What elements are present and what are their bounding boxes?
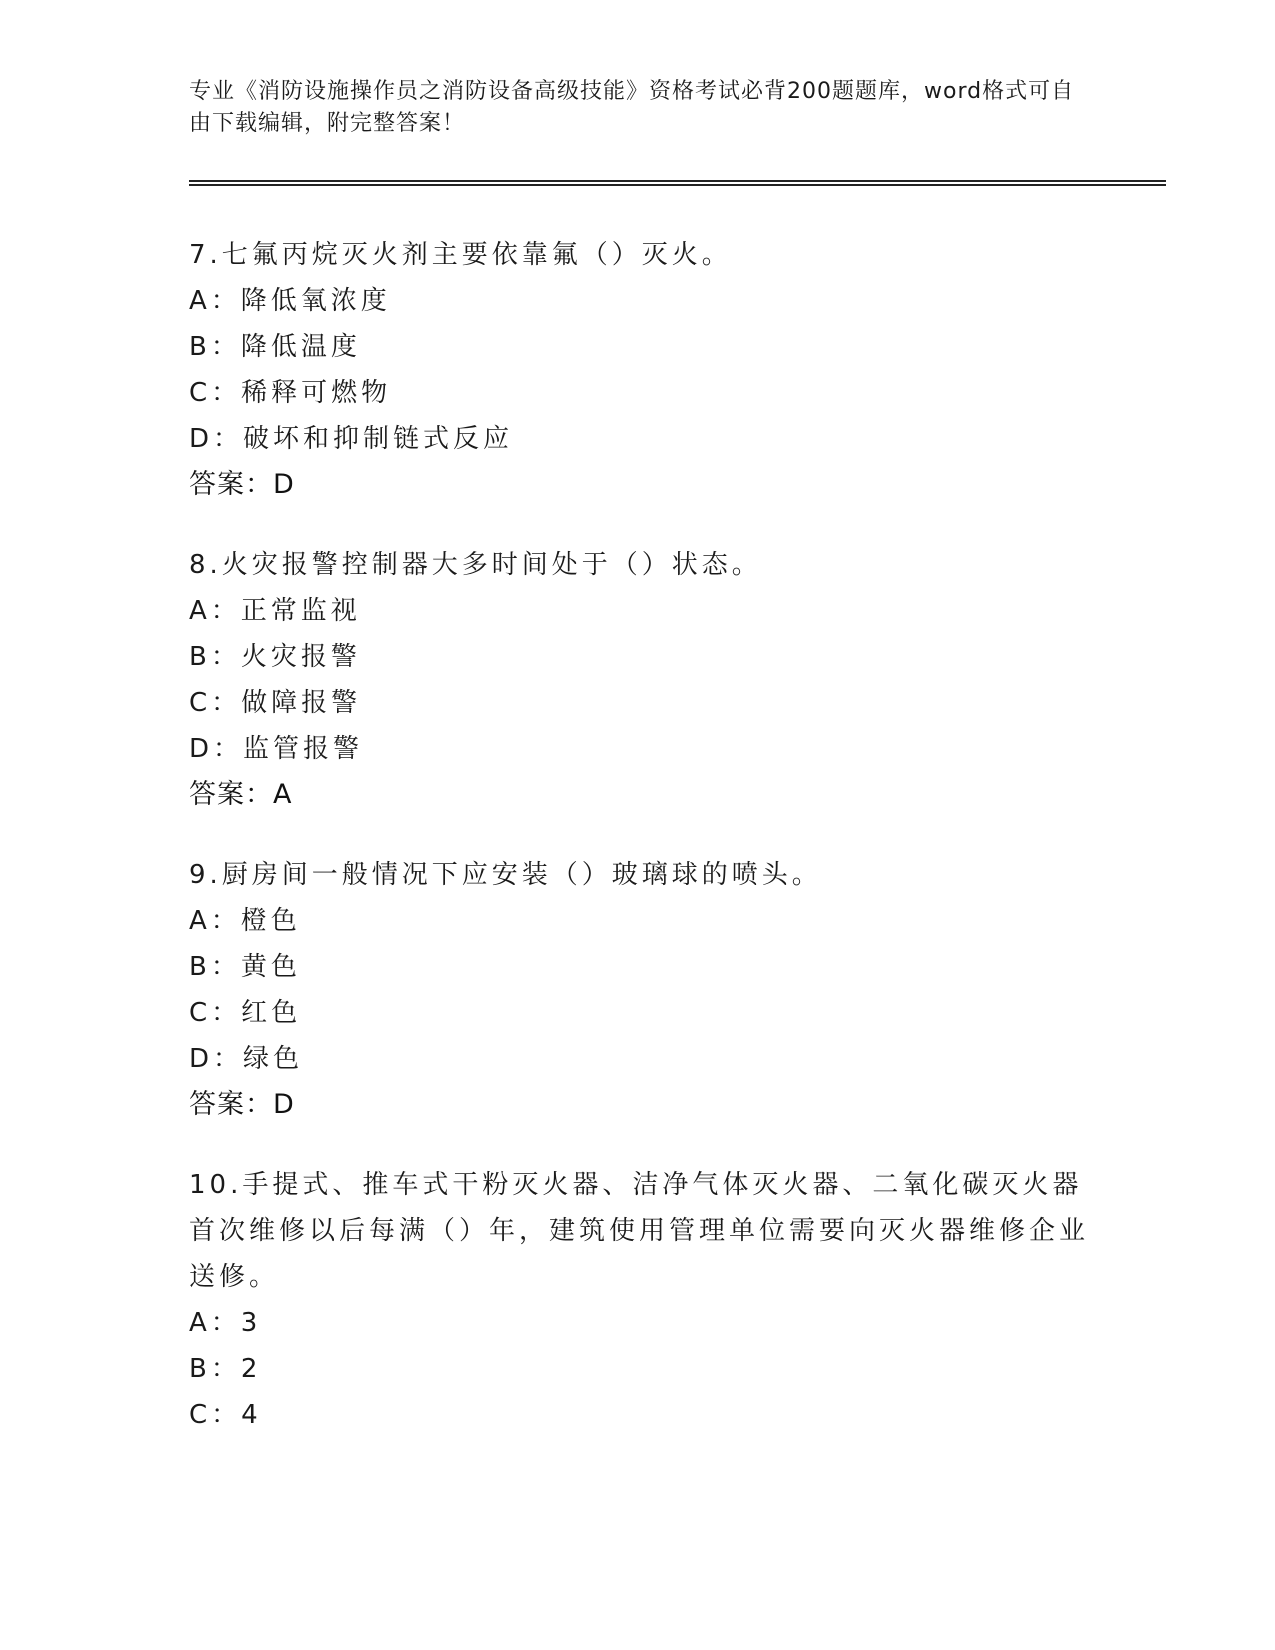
option-b: B：火灾报警 <box>189 642 361 672</box>
option-c: C：做障报警 <box>189 688 362 718</box>
option-c: C：红色 <box>189 998 302 1028</box>
option-d: D：破坏和抑制链式反应 <box>189 424 514 454</box>
answer-line: 答案：D <box>189 469 295 500</box>
question-stem: 7.七氟丙烷灭火剂主要依靠氟（）灭火。 <box>189 240 732 270</box>
header-divider <box>189 180 1166 186</box>
option-c: C：稀释可燃物 <box>189 378 392 408</box>
option-b: B：黄色 <box>189 952 301 982</box>
option-a: A：橙色 <box>189 906 301 936</box>
question-stem: 10.手提式、推车式干粉灭火器、洁净气体灭火器、二氧化碳灭火器首次维修以后每满（）年，建筑使用管理单位需要向灭火器维修企业送修。 <box>189 1170 1090 1292</box>
question-stem: 8.火灾报警控制器大多时间处于（）状态。 <box>189 550 762 580</box>
document-header: 专业《消防设施操作员之消防设备高级技能》资格考试必背200题题库，word格式可自由下载编辑，附完整答案！ <box>189 79 1075 136</box>
option-d: D：监管报警 <box>189 734 364 764</box>
question-7 <box>189 232 1089 508</box>
answer-line: 答案：D <box>189 1089 295 1120</box>
option-a: A：降低氧浓度 <box>189 286 391 316</box>
question-8 <box>189 542 1089 818</box>
option-b: B：降低温度 <box>189 332 361 362</box>
question-10 <box>189 1162 1089 1438</box>
option-b: B：2 <box>189 1354 262 1384</box>
answer-line: 答案：A <box>189 779 293 810</box>
question-stem: 9.厨房间一般情况下应安装（）玻璃球的喷头。 <box>189 860 822 890</box>
question-9 <box>189 852 1089 1128</box>
option-a: A：3 <box>189 1308 262 1338</box>
option-d: D：绿色 <box>189 1044 304 1074</box>
option-a: A：正常监视 <box>189 596 361 626</box>
option-c: C：4 <box>189 1400 262 1430</box>
question-list <box>189 232 1089 1472</box>
